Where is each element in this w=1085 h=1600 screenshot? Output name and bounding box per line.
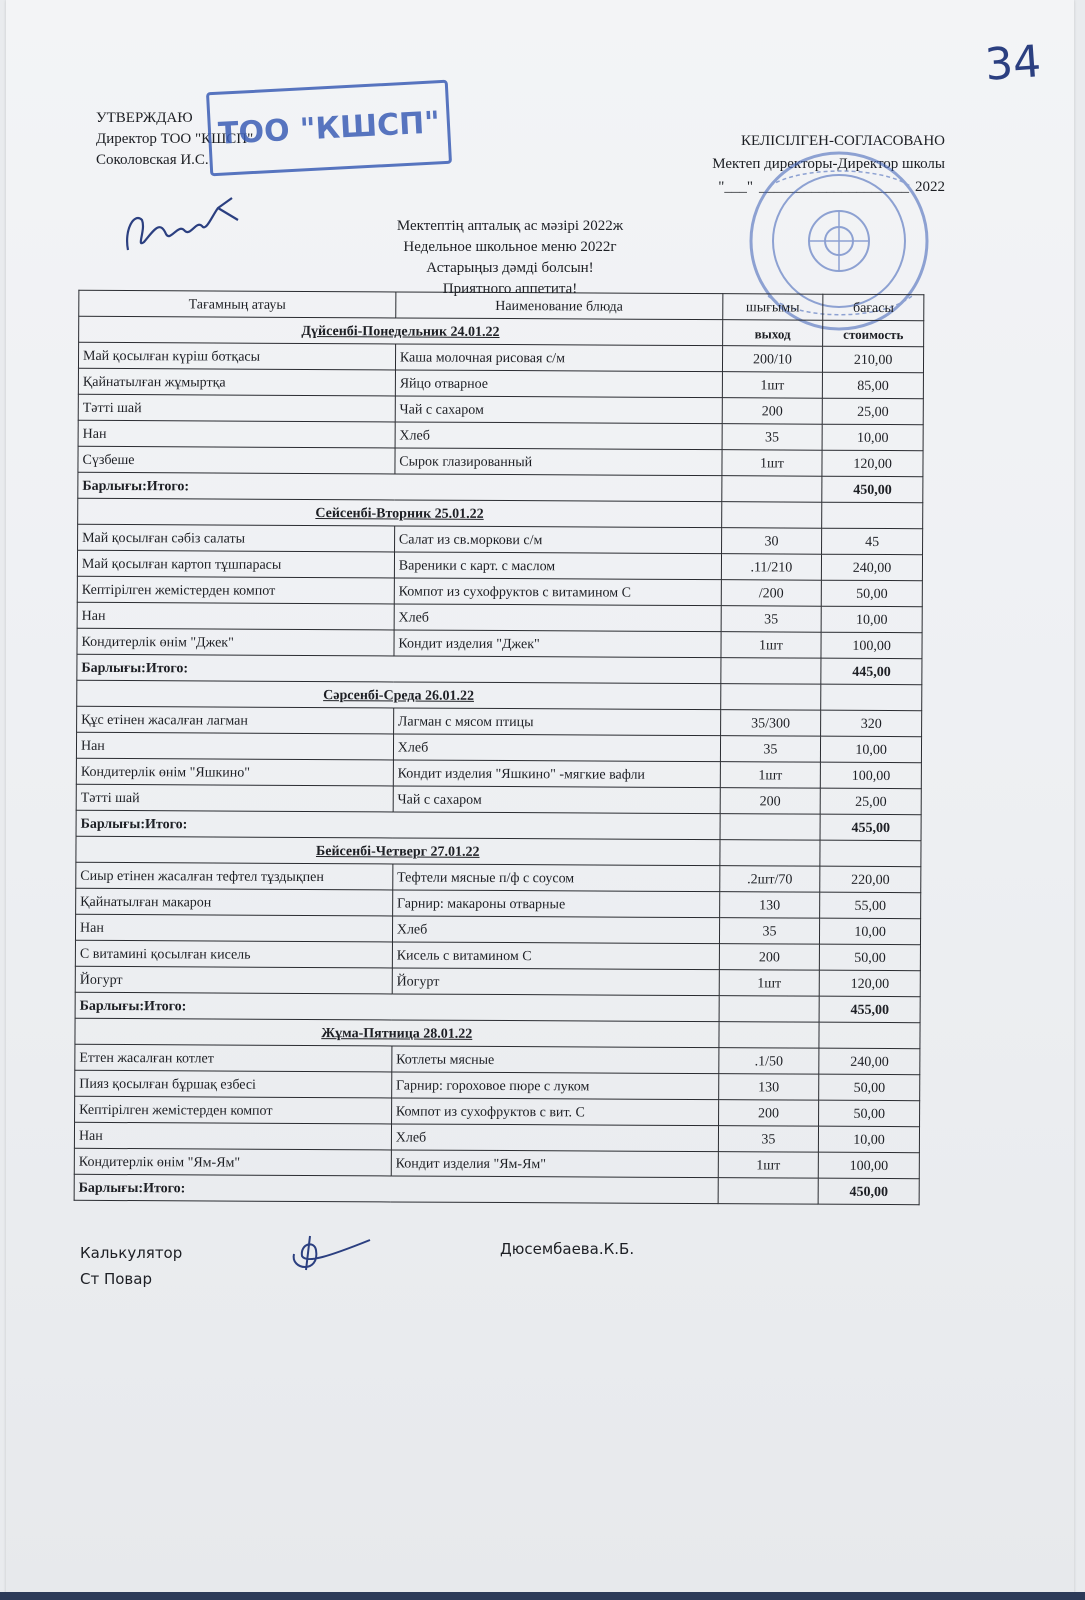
dish-price: 120,00	[819, 970, 920, 997]
dish-output: 35	[722, 424, 823, 451]
dish-output: 30	[721, 528, 822, 555]
signature-bottom	[280, 1230, 380, 1280]
footer-roles	[80, 1240, 182, 1292]
wish-kk: Астарыңыз дәмді болсын!	[426, 260, 594, 276]
day-title: Сәрсенбі-Среда 26.01.22	[77, 680, 721, 709]
dish-name-kk: Йогурт	[75, 966, 392, 994]
empty-cell	[822, 502, 923, 529]
handwritten-page-number: 34	[983, 36, 1043, 91]
empty-cell	[720, 840, 821, 867]
dish-name-kk: Құс етінен жасалған лагман	[77, 706, 394, 734]
total-row	[74, 1174, 919, 1204]
empty-cell	[720, 814, 821, 841]
dish-output: 35/300	[720, 710, 821, 737]
day-title: Дүйсенбі-Понедельник 24.01.22	[79, 316, 723, 345]
total-price: 450,00	[822, 476, 923, 503]
footer-calculator: Калькулятор	[80, 1244, 183, 1262]
dish-output: 1шт	[722, 372, 823, 399]
dish-price: 220,00	[820, 866, 921, 893]
header-ru: Наименование блюда	[396, 292, 723, 320]
dish-price: 50,00	[819, 1074, 920, 1101]
dish-output: 35	[720, 736, 821, 763]
day-title: Жұма-Пятница 28.01.22	[75, 1018, 719, 1047]
dish-name-kk: Кептірілген жемістерден компот	[77, 576, 394, 604]
dish-name-kk: Кондитерлік өнім "Джек"	[77, 628, 394, 656]
dish-output: 200	[720, 788, 821, 815]
dish-price: 25,00	[822, 398, 923, 425]
day-title: Сейсенбі-Вторник 25.01.22	[78, 498, 722, 527]
day-title: Бейсенбі-Четверг 27.01.22	[76, 836, 720, 865]
dish-name-kk: Еттен жасалған котлет	[75, 1044, 392, 1072]
dish-name-kk: Сүзбеше	[78, 446, 395, 474]
dish-name-kk: Нан	[74, 1122, 391, 1150]
dish-name-ru: Хлеб	[392, 916, 719, 944]
footer-chef: Ст Повар	[80, 1270, 152, 1288]
empty-cell	[719, 996, 820, 1023]
total-price: 455,00	[820, 814, 921, 841]
total-label: Барлығы:Итого:	[77, 654, 721, 683]
dish-name-ru: Хлеб	[394, 604, 721, 632]
signature-top	[120, 190, 250, 262]
menu-body	[74, 316, 924, 1204]
header-price-ru: стоимость	[823, 320, 924, 347]
agree-position: Мектеп директоры-Директор школы	[712, 156, 945, 172]
dish-price: 10,00	[819, 1126, 920, 1153]
weekly-menu-table	[74, 290, 925, 1205]
footer-name: Дюсембаева.К.Б.	[500, 1240, 635, 1258]
agree-date-year: 2022	[915, 179, 945, 195]
approve-position: Директор ТОО "КШСП"	[96, 131, 254, 147]
dish-name-kk: Май қосылған картоп тұшпарасы	[77, 550, 394, 578]
dish-name-kk: Сиыр етінен жасалған тефтел тұздықпен	[76, 862, 393, 890]
empty-cell	[721, 502, 822, 529]
dish-name-kk: Май қосылған күріш ботқасы	[78, 342, 395, 370]
dish-output: 35	[721, 606, 822, 633]
dish-name-ru: Лагман с мясом птицы	[393, 708, 720, 736]
dish-output: /200	[721, 580, 822, 607]
dish-output: 200/10	[722, 346, 823, 373]
empty-cell	[718, 1178, 819, 1205]
header-kk: Тағамның атауы	[79, 290, 396, 318]
dish-name-ru: Кондит изделия "Ям-Ям"	[391, 1150, 718, 1178]
menu-titles	[330, 216, 690, 300]
dish-name-kk: Май қосылған сәбіз салаты	[78, 524, 395, 552]
title-ru: Недельное школьное меню 2022г	[403, 239, 617, 255]
dish-output: .1/50	[718, 1048, 819, 1075]
approve-title: УТВЕРЖДАЮ	[96, 110, 193, 126]
dish-name-kk: Нан	[78, 420, 395, 448]
empty-cell	[819, 1022, 920, 1049]
agree-title: КЕЛІСІЛГЕН-СОГЛАСОВАНО	[740, 133, 945, 149]
dish-name-ru: Яйцо отварное	[395, 370, 722, 398]
dish-price: 320	[821, 710, 922, 737]
dish-name-kk: Нан	[76, 732, 393, 760]
total-label: Барлығы:Итого:	[75, 992, 719, 1021]
title-kk: Мектептің апталық ас мәзірі 2022ж	[396, 218, 624, 234]
dish-output: 200	[722, 398, 823, 425]
empty-cell	[720, 658, 821, 685]
wish-ru: Приятного аппетита!	[442, 281, 578, 297]
dish-name-ru: Хлеб	[395, 422, 722, 450]
dish-name-kk: Қайнатылған жұмыртқа	[78, 368, 395, 396]
total-label: Барлығы:Итого:	[76, 810, 720, 839]
total-price: 455,00	[819, 996, 920, 1023]
rectangular-stamp: ТОО "КШСП"	[206, 80, 452, 177]
total-price: 450,00	[818, 1178, 919, 1205]
dish-output: .2шт/70	[719, 866, 820, 893]
dish-name-kk: Кондитерлік өнім "Яшкино"	[76, 758, 393, 786]
dish-price: 10,00	[821, 606, 922, 633]
dish-name-ru: Чай с сахаром	[393, 786, 720, 814]
dish-output: 130	[719, 892, 820, 919]
dish-name-ru: Компот из сухофруктов с витамином С	[394, 578, 721, 606]
dish-name-kk: Нан	[75, 914, 392, 942]
dish-price: 100,00	[819, 1152, 920, 1179]
dish-name-kk: Нан	[77, 602, 394, 630]
dish-name-ru: Каша молочная рисовая с/м	[395, 344, 722, 372]
dish-name-ru: Йогурт	[392, 968, 719, 996]
approve-name: Соколовская И.С.	[96, 152, 209, 168]
dish-price: 10,00	[820, 918, 921, 945]
agree-date-line: ____________________	[759, 179, 909, 195]
dish-price: 55,00	[820, 892, 921, 919]
dish-name-ru: Кондит изделия "Джек"	[394, 630, 721, 658]
dish-price: 50,00	[820, 944, 921, 971]
dish-price: 10,00	[822, 424, 923, 451]
dish-output: 200	[719, 944, 820, 971]
dish-name-kk: Тәтті шай	[78, 394, 395, 422]
dish-price: 210,00	[823, 346, 924, 373]
header-price-kk: бағасы	[823, 294, 924, 321]
dish-name-ru: Кондит изделия "Яшкино" -мягкие вафли	[393, 760, 720, 788]
empty-cell	[821, 684, 922, 711]
dish-price: 50,00	[819, 1100, 920, 1127]
dish-name-ru: Хлеб	[393, 734, 720, 762]
dish-name-kk: Пияз қосылған бұршақ езбесі	[75, 1070, 392, 1098]
dish-name-kk: Тәтті шай	[76, 784, 393, 812]
dish-price: 50,00	[822, 580, 923, 607]
dish-name-ru: Гарнир: гороховое пюре с луком	[391, 1072, 718, 1100]
dish-name-ru: Салат из св.моркови с/м	[394, 526, 721, 554]
dish-output: 1шт	[718, 1152, 819, 1179]
agree-date-prefix: "___"	[718, 179, 753, 195]
dish-output: 1шт	[720, 762, 821, 789]
dish-price: 240,00	[822, 554, 923, 581]
dish-price: 25,00	[820, 788, 921, 815]
empty-cell	[721, 476, 822, 503]
dish-name-kk: С витамині қосылған кисель	[75, 940, 392, 968]
dish-price: 85,00	[823, 372, 924, 399]
dish-output: 200	[718, 1100, 819, 1127]
dish-output: 1шт	[721, 632, 822, 659]
dish-price: 45	[822, 528, 923, 555]
dish-price: 120,00	[822, 450, 923, 477]
dish-output: 1шт	[719, 970, 820, 997]
dish-name-ru: Хлеб	[391, 1124, 718, 1152]
dish-price: 100,00	[821, 762, 922, 789]
total-label: Барлығы:Итого:	[74, 1174, 718, 1203]
dish-name-ru: Вареники с карт. с маслом	[394, 552, 721, 580]
dish-name-ru: Котлеты мясные	[392, 1046, 719, 1074]
empty-cell	[720, 684, 821, 711]
dish-price: 100,00	[821, 632, 922, 659]
dish-price: 10,00	[821, 736, 922, 763]
dish-name-ru: Чай с сахаром	[395, 396, 722, 424]
empty-cell	[820, 840, 921, 867]
dish-name-ru: Компот из сухофруктов с вит. С	[391, 1098, 718, 1126]
background-edge	[0, 1592, 1085, 1600]
dish-output: 35	[719, 918, 820, 945]
total-label: Барлығы:Итого:	[78, 472, 722, 501]
dish-name-ru: Кисель с витамином С	[392, 942, 719, 970]
dish-output: .11/210	[721, 554, 822, 581]
dish-name-kk: Кептірілген жемістерден компот	[75, 1096, 392, 1124]
header-out-ru: выход	[722, 320, 823, 347]
dish-name-kk: Кондитерлік өнім "Ям-Ям"	[74, 1148, 391, 1176]
empty-cell	[719, 1022, 820, 1049]
dish-output: 35	[718, 1126, 819, 1153]
dish-output: 130	[718, 1074, 819, 1101]
dish-name-ru: Гарнир: макароны отварные	[392, 890, 719, 918]
total-price: 445,00	[821, 658, 922, 685]
dish-name-ru: Тефтели мясные п/ф с соусом	[393, 864, 720, 892]
dish-output: 1шт	[722, 450, 823, 477]
dish-name-ru: Сырок глазированный	[395, 448, 722, 476]
header-out-kk: шығымы	[722, 294, 823, 321]
dish-price: 240,00	[819, 1048, 920, 1075]
dish-name-kk: Қайнатылған макарон	[76, 888, 393, 916]
